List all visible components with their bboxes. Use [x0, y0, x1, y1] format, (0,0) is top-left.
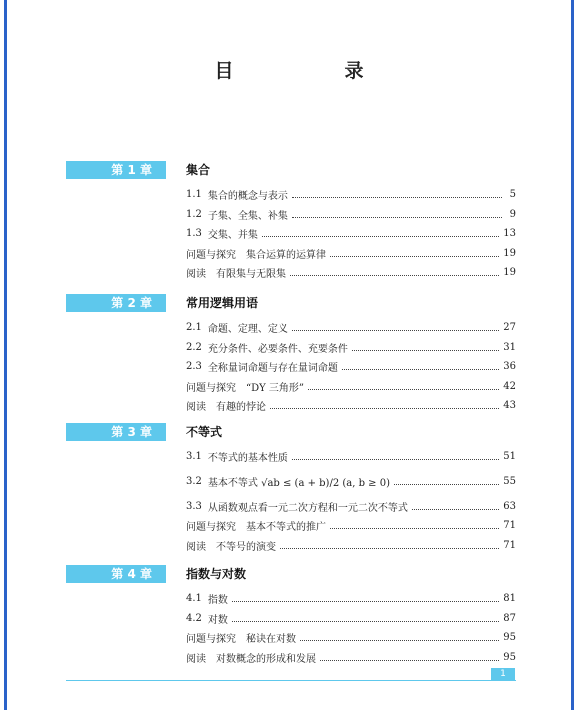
entry-page: 95 — [503, 651, 516, 663]
chapter-title: 不等式 — [186, 425, 223, 439]
entry-page: 31 — [503, 341, 516, 353]
entry-number: 2.3 — [186, 361, 202, 373]
toc-entry[interactable] — [186, 338, 516, 358]
entry-text: 集合的概念与表示 — [207, 191, 288, 203]
entry-text: 阅读 对数概念的形成和发展 — [186, 653, 316, 665]
leader-dots — [352, 350, 499, 351]
toc-entry[interactable] — [186, 589, 516, 609]
entry-text: 交集、并集 — [207, 230, 258, 242]
leader-dots — [262, 236, 499, 237]
leader-dots — [232, 601, 499, 602]
leader-dots — [280, 548, 499, 549]
toc-entry[interactable] — [186, 497, 516, 517]
entry-text: 问题与探究 基本不等式的推广 — [186, 522, 326, 534]
leader-dots — [270, 408, 499, 409]
toc-entry[interactable] — [186, 244, 516, 264]
leader-dots — [330, 256, 499, 257]
entry-number: 1.2 — [186, 208, 202, 220]
entry-page: 43 — [503, 400, 516, 412]
toc-entry[interactable] — [186, 628, 516, 648]
entry-number: 4.1 — [186, 593, 202, 605]
entry-page: 51 — [503, 451, 516, 463]
chapter-header — [66, 423, 516, 443]
entry-page: 19 — [503, 267, 516, 279]
entry-text: 问题与探究 “DY 三角形” — [186, 382, 305, 394]
entry-number: 4.2 — [186, 612, 202, 624]
toc-entry[interactable] — [186, 357, 516, 377]
chapter-title: 常用逻辑用语 — [186, 296, 259, 310]
left-border — [4, 0, 7, 710]
entry-text: 对数 — [207, 614, 228, 626]
entry-number: 1.3 — [186, 228, 202, 240]
footer-rule — [66, 680, 516, 681]
entry-page: 5 — [509, 189, 516, 201]
chapter-title: 集合 — [186, 163, 211, 177]
entry-number: 1.1 — [186, 189, 202, 201]
entry-page: 36 — [503, 361, 516, 373]
leader-dots — [320, 660, 499, 661]
entry-text: 问题与探究 集合运算的运算律 — [186, 249, 326, 261]
leader-dots — [292, 197, 502, 198]
entry-page: 19 — [503, 247, 516, 259]
entry-page: 13 — [503, 228, 516, 240]
toc-entry[interactable] — [186, 609, 516, 629]
entry-number: 3.2 — [186, 476, 202, 487]
entry-text: 问题与探究 秘诀在对数 — [186, 634, 296, 646]
leader-dots — [412, 509, 499, 510]
entry-number: 2.1 — [186, 322, 202, 334]
entry-page: 9 — [509, 208, 516, 220]
entry-text: 阅读 有趣的悖论 — [186, 402, 266, 414]
chapter-1 — [66, 161, 516, 283]
toc-entry[interactable] — [186, 377, 516, 397]
entry-page: 95 — [503, 632, 516, 644]
right-border — [571, 0, 574, 710]
entry-number: 3.3 — [186, 500, 202, 512]
toc-entry[interactable] — [186, 318, 516, 338]
chapter-4 — [66, 565, 516, 667]
leader-dots — [292, 217, 502, 218]
toc-entry[interactable] — [186, 516, 516, 536]
chapter-badge: 第 2 章 — [66, 294, 166, 312]
leader-dots — [300, 640, 499, 641]
entry-page: 81 — [503, 593, 516, 605]
toc-entry[interactable] — [186, 396, 516, 416]
entry-page: 27 — [503, 322, 516, 334]
page-number: 1 — [491, 668, 515, 681]
page-title: 目 录 — [214, 60, 410, 82]
leader-dots — [292, 330, 499, 331]
leader-dots — [290, 275, 499, 276]
entry-page: 55 — [503, 476, 516, 487]
toc-entry[interactable] — [186, 185, 516, 205]
toc-entry[interactable] — [186, 205, 516, 225]
leader-dots — [394, 484, 499, 485]
leader-dots — [232, 621, 499, 622]
leader-dots — [292, 459, 499, 460]
entry-number: 3.1 — [186, 451, 202, 463]
chapter-header — [66, 161, 516, 181]
chapter-badge: 第 1 章 — [66, 161, 166, 179]
chapter-2 — [66, 294, 516, 416]
chapter-badge: 第 4 章 — [66, 565, 166, 583]
entry-page: 87 — [503, 612, 516, 624]
entry-page: 71 — [503, 520, 516, 532]
chapter-title: 指数与对数 — [186, 567, 247, 581]
entry-page: 42 — [503, 380, 516, 392]
entry-text: 子集、全集、补集 — [207, 210, 288, 222]
toc-entry[interactable] — [186, 447, 516, 467]
entry-page: 71 — [503, 539, 516, 551]
toc-entry[interactable] — [186, 648, 516, 668]
leader-dots — [330, 528, 499, 529]
entry-text: 指数 — [207, 595, 228, 607]
toc-entry[interactable] — [186, 536, 516, 556]
entry-text: 命题、定理、定义 — [207, 324, 288, 336]
entry-number: 2.2 — [186, 341, 202, 353]
entry-text: 阅读 有限集与无限集 — [186, 269, 286, 281]
chapter-header — [66, 294, 516, 314]
entry-text: 从函数观点看一元二次方程和一元二次不等式 — [207, 502, 408, 514]
entry-text: 基本不等式 √ab ≤ (a + b)/2 (a, b ≥ 0) — [207, 478, 390, 489]
entry-page: 63 — [503, 500, 516, 512]
entry-text: 充分条件、必要条件、充要条件 — [207, 343, 348, 355]
leader-dots — [308, 389, 499, 390]
entry-text: 全称量词命题与存在量词命题 — [207, 363, 338, 375]
chapter-badge: 第 3 章 — [66, 423, 166, 441]
toc-entry[interactable] — [186, 263, 516, 283]
entry-text: 阅读 不等号的演变 — [186, 541, 276, 553]
toc-entry[interactable] — [186, 467, 516, 497]
chapter-header — [66, 565, 516, 585]
entry-text: 不等式的基本性质 — [207, 453, 288, 465]
toc-entry[interactable] — [186, 224, 516, 244]
chapter-3 — [66, 423, 516, 555]
leader-dots — [342, 369, 499, 370]
